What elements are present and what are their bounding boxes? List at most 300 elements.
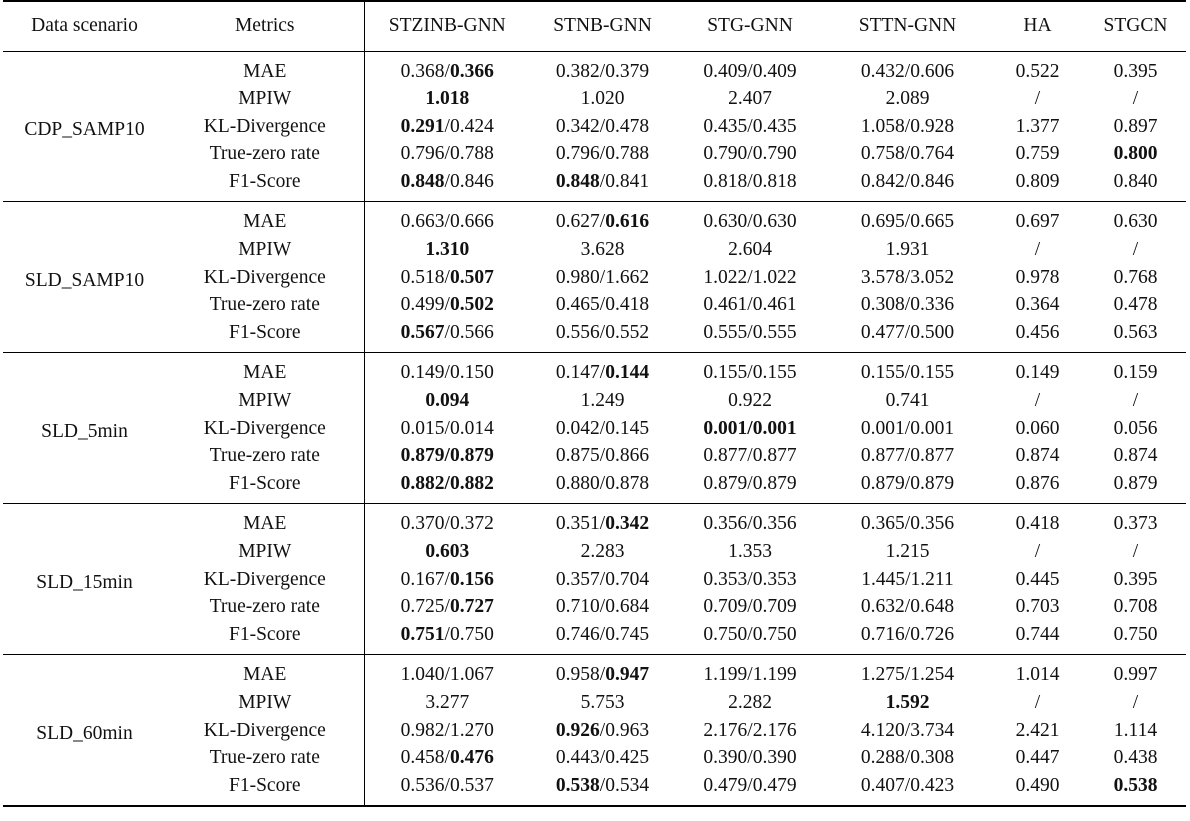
value-cell-ha [990, 387, 1085, 415]
metric-cell: KL-Divergence [166, 566, 364, 594]
value-text: /0.566 [444, 321, 494, 343]
value-text: 0.395 [1113, 568, 1158, 590]
value-text: 2.282 [728, 691, 772, 713]
results-table-container [3, 0, 1186, 807]
table-row [3, 717, 1186, 745]
metric-cell: MPIW [166, 236, 364, 264]
value-text: 0.365/0.356 [860, 513, 955, 535]
value-text: 2.283 [580, 541, 625, 562]
value-cell-stgcn [1085, 566, 1186, 594]
value-cell-sttn-gnn [825, 236, 990, 264]
value-cell-stg-gnn [675, 689, 825, 717]
value-text: 1.040/1.067 [400, 664, 494, 686]
metric-cell: F1-Score [166, 470, 364, 504]
scenario-cell: SLD_5min [3, 353, 166, 504]
value-cell-stgcn [1085, 140, 1186, 168]
value-text: 1.275/1.254 [860, 664, 955, 686]
value-text: 0.159 [1113, 362, 1158, 384]
value-cell-stzinb-gnn [364, 744, 530, 772]
value-cell-stgcn [1085, 772, 1186, 807]
value-text: 0.879/0.879 [703, 472, 797, 494]
value-cell-stgcn [1085, 470, 1186, 504]
value-text: 0.695/0.665 [860, 211, 955, 233]
value-cell-stzinb-gnn [364, 168, 530, 202]
scenario-cell: SLD_SAMP10 [3, 202, 166, 353]
table-row [3, 236, 1186, 264]
metric-cell: KL-Divergence [166, 717, 364, 745]
table-row [3, 504, 1186, 538]
value-cell-stg-gnn [675, 593, 825, 621]
value-cell-stzinb-gnn [364, 593, 530, 621]
metric-cell: True-zero rate [166, 140, 364, 168]
value-text: 0.746/0.745 [555, 623, 650, 645]
metric-cell: MPIW [166, 538, 364, 566]
value-text: 0.796/0.788 [400, 143, 494, 165]
value-text: / [1132, 239, 1139, 261]
value-cell-sttn-gnn [825, 140, 990, 168]
table-row [3, 202, 1186, 236]
value-text: 0.409/0.409 [703, 60, 797, 82]
metric-cell: MAE [166, 51, 364, 85]
value-text: 1.353 [728, 541, 772, 562]
value-cell-sttn-gnn [825, 291, 990, 319]
value-text: /0.750 [444, 623, 494, 645]
value-text: 0.536/0.537 [400, 774, 494, 796]
value-text: 0.818/0.818 [703, 170, 797, 192]
value-text: 0.356/0.356 [703, 513, 797, 535]
value-text: 1.014 [1015, 664, 1060, 686]
value-cell-sttn-gnn [825, 538, 990, 566]
best-value: 0.476 [449, 747, 494, 769]
metric-cell: True-zero rate [166, 593, 364, 621]
value-text: 0.443/0.425 [555, 747, 650, 769]
value-cell-ha [990, 621, 1085, 655]
value-cell-stnb-gnn [530, 85, 675, 113]
best-value: 0.616 [605, 211, 650, 233]
best-value: 0.507 [449, 266, 494, 288]
metric-cell: KL-Divergence [166, 415, 364, 443]
value-cell-stgcn [1085, 291, 1186, 319]
value-cell-stzinb-gnn [364, 140, 530, 168]
table-row [3, 291, 1186, 319]
value-text: 0.922 [728, 390, 772, 412]
value-cell-stg-gnn [675, 415, 825, 443]
table-header [3, 1, 1186, 51]
value-text: /0.963 [599, 719, 650, 741]
value-cell-sttn-gnn [825, 353, 990, 387]
value-text: 0.796/0.788 [555, 143, 650, 165]
value-text: 0.997 [1113, 664, 1158, 686]
metric-cell: True-zero rate [166, 442, 364, 470]
value-cell-stnb-gnn [530, 236, 675, 264]
metric-cell: MAE [166, 655, 364, 689]
value-cell-stg-gnn [675, 168, 825, 202]
value-text: 0.627/ [555, 211, 606, 233]
value-text: 0.001/0.001 [860, 417, 955, 439]
value-text: 0.709/0.709 [703, 596, 797, 618]
value-cell-stg-gnn [675, 566, 825, 594]
value-text: 0.060 [1015, 417, 1060, 439]
value-cell-sttn-gnn [825, 442, 990, 470]
value-text: / [1132, 390, 1139, 412]
value-text: 0.879 [1113, 472, 1158, 494]
value-cell-ha [990, 168, 1085, 202]
value-cell-ha [990, 772, 1085, 807]
value-text: 0.978 [1015, 266, 1060, 288]
table-row [3, 470, 1186, 504]
metric-cell: True-zero rate [166, 291, 364, 319]
best-value: 0.144 [605, 362, 650, 384]
value-cell-ha [990, 113, 1085, 141]
value-text: 0.351/ [555, 513, 606, 535]
value-text: 1.377 [1015, 115, 1060, 137]
value-cell-stnb-gnn [530, 319, 675, 353]
value-cell-stnb-gnn [530, 51, 675, 85]
value-cell-stgcn [1085, 202, 1186, 236]
value-text: 0.758/0.764 [860, 143, 955, 165]
header-stzinb-gnn: STZINB-GNN [364, 1, 530, 51]
value-text: 0.499/ [400, 294, 450, 316]
metric-cell: F1-Score [166, 772, 364, 807]
value-cell-stnb-gnn [530, 113, 675, 141]
best-value: 1.310 [425, 239, 470, 261]
table-row [3, 168, 1186, 202]
value-cell-stg-gnn [675, 113, 825, 141]
value-text: 0.703 [1015, 596, 1060, 618]
value-text: 0.663/0.666 [400, 211, 494, 233]
table-row [3, 387, 1186, 415]
value-text: 0.750 [1113, 623, 1158, 645]
value-cell-stgcn [1085, 113, 1186, 141]
value-cell-stgcn [1085, 387, 1186, 415]
value-text: 3.277 [425, 691, 470, 713]
value-cell-stzinb-gnn [364, 470, 530, 504]
value-cell-sttn-gnn [825, 744, 990, 772]
value-text: 0.877/0.877 [703, 445, 797, 467]
value-text: / [1132, 541, 1139, 562]
value-text: 0.167/ [400, 568, 450, 590]
header-sttn-gnn: STTN-GNN [825, 1, 990, 51]
value-text: 0.368/ [400, 60, 450, 82]
value-text: 1.114 [1113, 719, 1158, 741]
value-text: 0.357/0.704 [555, 568, 650, 590]
value-cell-ha [990, 353, 1085, 387]
value-cell-stnb-gnn [530, 442, 675, 470]
value-cell-sttn-gnn [825, 387, 990, 415]
value-text: 0.308/0.336 [860, 294, 955, 316]
value-text: 0.768 [1113, 266, 1158, 288]
value-text: 0.370/0.372 [400, 513, 494, 535]
value-cell-stgcn [1085, 538, 1186, 566]
value-text: 0.407/0.423 [860, 774, 955, 796]
metric-cell: MAE [166, 504, 364, 538]
value-text: 0.490 [1015, 774, 1060, 796]
value-cell-stg-gnn [675, 538, 825, 566]
value-cell-sttn-gnn [825, 566, 990, 594]
value-cell-ha [990, 470, 1085, 504]
table-row [3, 621, 1186, 655]
metric-cell: MPIW [166, 85, 364, 113]
value-cell-stnb-gnn [530, 621, 675, 655]
value-text: 0.395 [1113, 60, 1158, 82]
value-text: 0.874 [1015, 445, 1060, 467]
value-text: 0.842/0.846 [860, 170, 955, 192]
scenario-cell: SLD_60min [3, 655, 166, 806]
value-text: 0.759 [1015, 143, 1060, 165]
value-text: 0.877/0.877 [860, 445, 955, 467]
value-cell-sttn-gnn [825, 717, 990, 745]
table-row [3, 264, 1186, 292]
value-cell-stg-gnn [675, 319, 825, 353]
value-text: 0.382/0.379 [555, 60, 650, 82]
value-cell-stnb-gnn [530, 744, 675, 772]
best-value: 0.848 [400, 170, 445, 192]
value-cell-ha [990, 717, 1085, 745]
best-value: 0.538 [555, 774, 600, 796]
metric-cell: True-zero rate [166, 744, 364, 772]
value-cell-stg-gnn [675, 504, 825, 538]
value-text: 0.478 [1113, 294, 1158, 316]
value-text: 0.897 [1113, 115, 1158, 137]
value-cell-sttn-gnn [825, 319, 990, 353]
value-cell-sttn-gnn [825, 593, 990, 621]
value-cell-stg-gnn [675, 387, 825, 415]
value-text: 0.418 [1015, 513, 1060, 535]
table-row [3, 772, 1186, 807]
value-cell-stzinb-gnn [364, 353, 530, 387]
value-cell-stg-gnn [675, 442, 825, 470]
value-cell-stg-gnn [675, 140, 825, 168]
results-table [3, 0, 1186, 807]
value-cell-ha [990, 744, 1085, 772]
value-cell-stg-gnn [675, 470, 825, 504]
value-cell-ha [990, 504, 1085, 538]
value-text: 0.876 [1015, 472, 1060, 494]
value-text: 0.458/ [400, 747, 450, 769]
value-cell-ha [990, 415, 1085, 443]
value-text: 0.879/0.879 [860, 472, 955, 494]
value-cell-stgcn [1085, 744, 1186, 772]
value-text: 0.042/0.145 [555, 417, 650, 439]
value-cell-stgcn [1085, 236, 1186, 264]
value-cell-sttn-gnn [825, 415, 990, 443]
value-text: 0.147/ [555, 362, 606, 384]
value-text: 0.556/0.552 [555, 321, 650, 343]
value-text: 0.353/0.353 [703, 568, 797, 590]
best-value: 0.001/0.001 [703, 417, 797, 439]
value-text: 4.120/3.734 [860, 719, 955, 741]
best-value: 0.567 [400, 321, 445, 343]
value-cell-stzinb-gnn [364, 655, 530, 689]
value-text: 0.479/0.479 [703, 774, 797, 796]
best-value: 0.926 [555, 719, 600, 741]
value-text: 0.432/0.606 [860, 60, 955, 82]
value-cell-stnb-gnn [530, 504, 675, 538]
value-text: 0.710/0.684 [555, 596, 650, 618]
metric-cell: F1-Score [166, 621, 364, 655]
value-text: 0.390/0.390 [703, 747, 797, 769]
best-value: 0.727 [449, 596, 494, 618]
value-text: 0.438 [1113, 747, 1158, 769]
value-cell-stzinb-gnn [364, 538, 530, 566]
value-cell-sttn-gnn [825, 51, 990, 85]
value-text: 0.958/ [555, 664, 606, 686]
value-text: 0.456 [1015, 321, 1060, 343]
scenario-cell: SLD_15min [3, 504, 166, 655]
value-text: 0.563 [1113, 321, 1158, 343]
value-cell-stgcn [1085, 504, 1186, 538]
value-cell-sttn-gnn [825, 470, 990, 504]
table-row [3, 319, 1186, 353]
table-row [3, 353, 1186, 387]
metric-cell: KL-Divergence [166, 264, 364, 292]
header-stgcn: STGCN [1085, 1, 1186, 51]
value-text: 1.249 [580, 390, 625, 412]
table-row [3, 51, 1186, 85]
value-cell-stgcn [1085, 442, 1186, 470]
metric-cell: F1-Score [166, 319, 364, 353]
value-cell-stg-gnn [675, 655, 825, 689]
value-text: 0.630/0.630 [703, 211, 797, 233]
table-body [3, 51, 1186, 806]
value-cell-stgcn [1085, 264, 1186, 292]
value-cell-stnb-gnn [530, 415, 675, 443]
value-cell-stzinb-gnn [364, 442, 530, 470]
value-text: /0.534 [599, 774, 650, 796]
value-cell-ha [990, 566, 1085, 594]
value-text: 2.176/2.176 [703, 719, 797, 741]
table-row [3, 538, 1186, 566]
value-cell-stg-gnn [675, 264, 825, 292]
value-cell-stzinb-gnn [364, 717, 530, 745]
value-cell-sttn-gnn [825, 772, 990, 807]
value-cell-sttn-gnn [825, 655, 990, 689]
value-text: 2.604 [728, 239, 772, 261]
value-cell-stzinb-gnn [364, 504, 530, 538]
value-cell-ha [990, 291, 1085, 319]
value-text: 2.089 [885, 88, 930, 110]
value-text: 0.149 [1015, 362, 1060, 384]
value-cell-sttn-gnn [825, 168, 990, 202]
value-text: 0.461/0.461 [703, 294, 797, 316]
value-cell-sttn-gnn [825, 85, 990, 113]
value-text: 0.155/0.155 [860, 362, 955, 384]
value-text: 0.874 [1113, 445, 1158, 467]
metric-cell: KL-Divergence [166, 113, 364, 141]
value-text: 1.215 [885, 541, 930, 562]
value-cell-stnb-gnn [530, 689, 675, 717]
value-cell-ha [990, 236, 1085, 264]
value-cell-stg-gnn [675, 744, 825, 772]
value-cell-stgcn [1085, 353, 1186, 387]
value-cell-stnb-gnn [530, 566, 675, 594]
value-cell-sttn-gnn [825, 202, 990, 236]
value-cell-stnb-gnn [530, 140, 675, 168]
value-cell-stgcn [1085, 85, 1186, 113]
value-cell-stg-gnn [675, 51, 825, 85]
value-text: 0.697 [1015, 211, 1060, 233]
value-cell-stzinb-gnn [364, 566, 530, 594]
best-value: 0.947 [605, 664, 650, 686]
value-cell-ha [990, 85, 1085, 113]
value-text: 0.465/0.418 [555, 294, 650, 316]
value-text: 0.982/1.270 [400, 719, 494, 741]
best-value: 0.291 [400, 115, 445, 137]
scenario-cell: CDP_SAMP10 [3, 51, 166, 202]
value-cell-ha [990, 140, 1085, 168]
best-value: 0.538 [1113, 774, 1158, 796]
best-value: 1.018 [425, 88, 470, 110]
value-text: 0.447 [1015, 747, 1060, 769]
value-text: 0.522 [1015, 60, 1060, 82]
value-cell-stgcn [1085, 717, 1186, 745]
value-cell-ha [990, 655, 1085, 689]
value-text: 3.578/3.052 [860, 266, 955, 288]
header-metrics: Metrics [166, 1, 364, 51]
value-cell-stg-gnn [675, 353, 825, 387]
value-cell-ha [990, 202, 1085, 236]
value-cell-stzinb-gnn [364, 689, 530, 717]
value-text: 3.628 [580, 239, 625, 261]
value-cell-ha [990, 442, 1085, 470]
value-cell-stgcn [1085, 319, 1186, 353]
best-value: 0.094 [425, 390, 470, 412]
value-cell-stgcn [1085, 593, 1186, 621]
value-text: 0.015/0.014 [400, 417, 494, 439]
value-cell-stnb-gnn [530, 772, 675, 807]
value-text: 0.630 [1113, 211, 1158, 233]
table-row [3, 113, 1186, 141]
value-text: /0.846 [444, 170, 494, 192]
table-row [3, 655, 1186, 689]
value-cell-stg-gnn [675, 717, 825, 745]
best-value: 0.156 [449, 568, 494, 590]
value-cell-stnb-gnn [530, 291, 675, 319]
value-cell-stzinb-gnn [364, 202, 530, 236]
table-row [3, 85, 1186, 113]
table-row [3, 593, 1186, 621]
value-text: 0.790/0.790 [703, 143, 797, 165]
value-text: 0.840 [1113, 170, 1158, 192]
header-stg-gnn: STG-GNN [675, 1, 825, 51]
table-row [3, 140, 1186, 168]
value-cell-stzinb-gnn [364, 236, 530, 264]
best-value: 1.592 [885, 691, 930, 713]
value-cell-stnb-gnn [530, 387, 675, 415]
metric-cell: MAE [166, 353, 364, 387]
value-text: 2.421 [1015, 719, 1060, 741]
value-cell-stgcn [1085, 168, 1186, 202]
value-cell-stnb-gnn [530, 168, 675, 202]
value-text: / [1132, 691, 1139, 713]
value-text: / [1132, 88, 1139, 110]
best-value: 0.502 [449, 294, 494, 316]
value-text: 0.632/0.648 [860, 596, 955, 618]
value-text: 1.022/1.022 [703, 266, 797, 288]
value-text: 0.725/ [400, 596, 450, 618]
best-value: 0.751 [400, 623, 445, 645]
value-text: 0.342/0.478 [555, 115, 650, 137]
value-text: / [1034, 541, 1041, 562]
value-cell-stg-gnn [675, 291, 825, 319]
value-text: 1.445/1.211 [861, 568, 954, 590]
value-cell-stg-gnn [675, 236, 825, 264]
value-text: /0.841 [599, 170, 650, 192]
value-cell-stnb-gnn [530, 717, 675, 745]
value-text: / [1034, 390, 1041, 412]
value-text: 0.477/0.500 [860, 321, 955, 343]
value-text: 0.880/0.878 [555, 472, 650, 494]
